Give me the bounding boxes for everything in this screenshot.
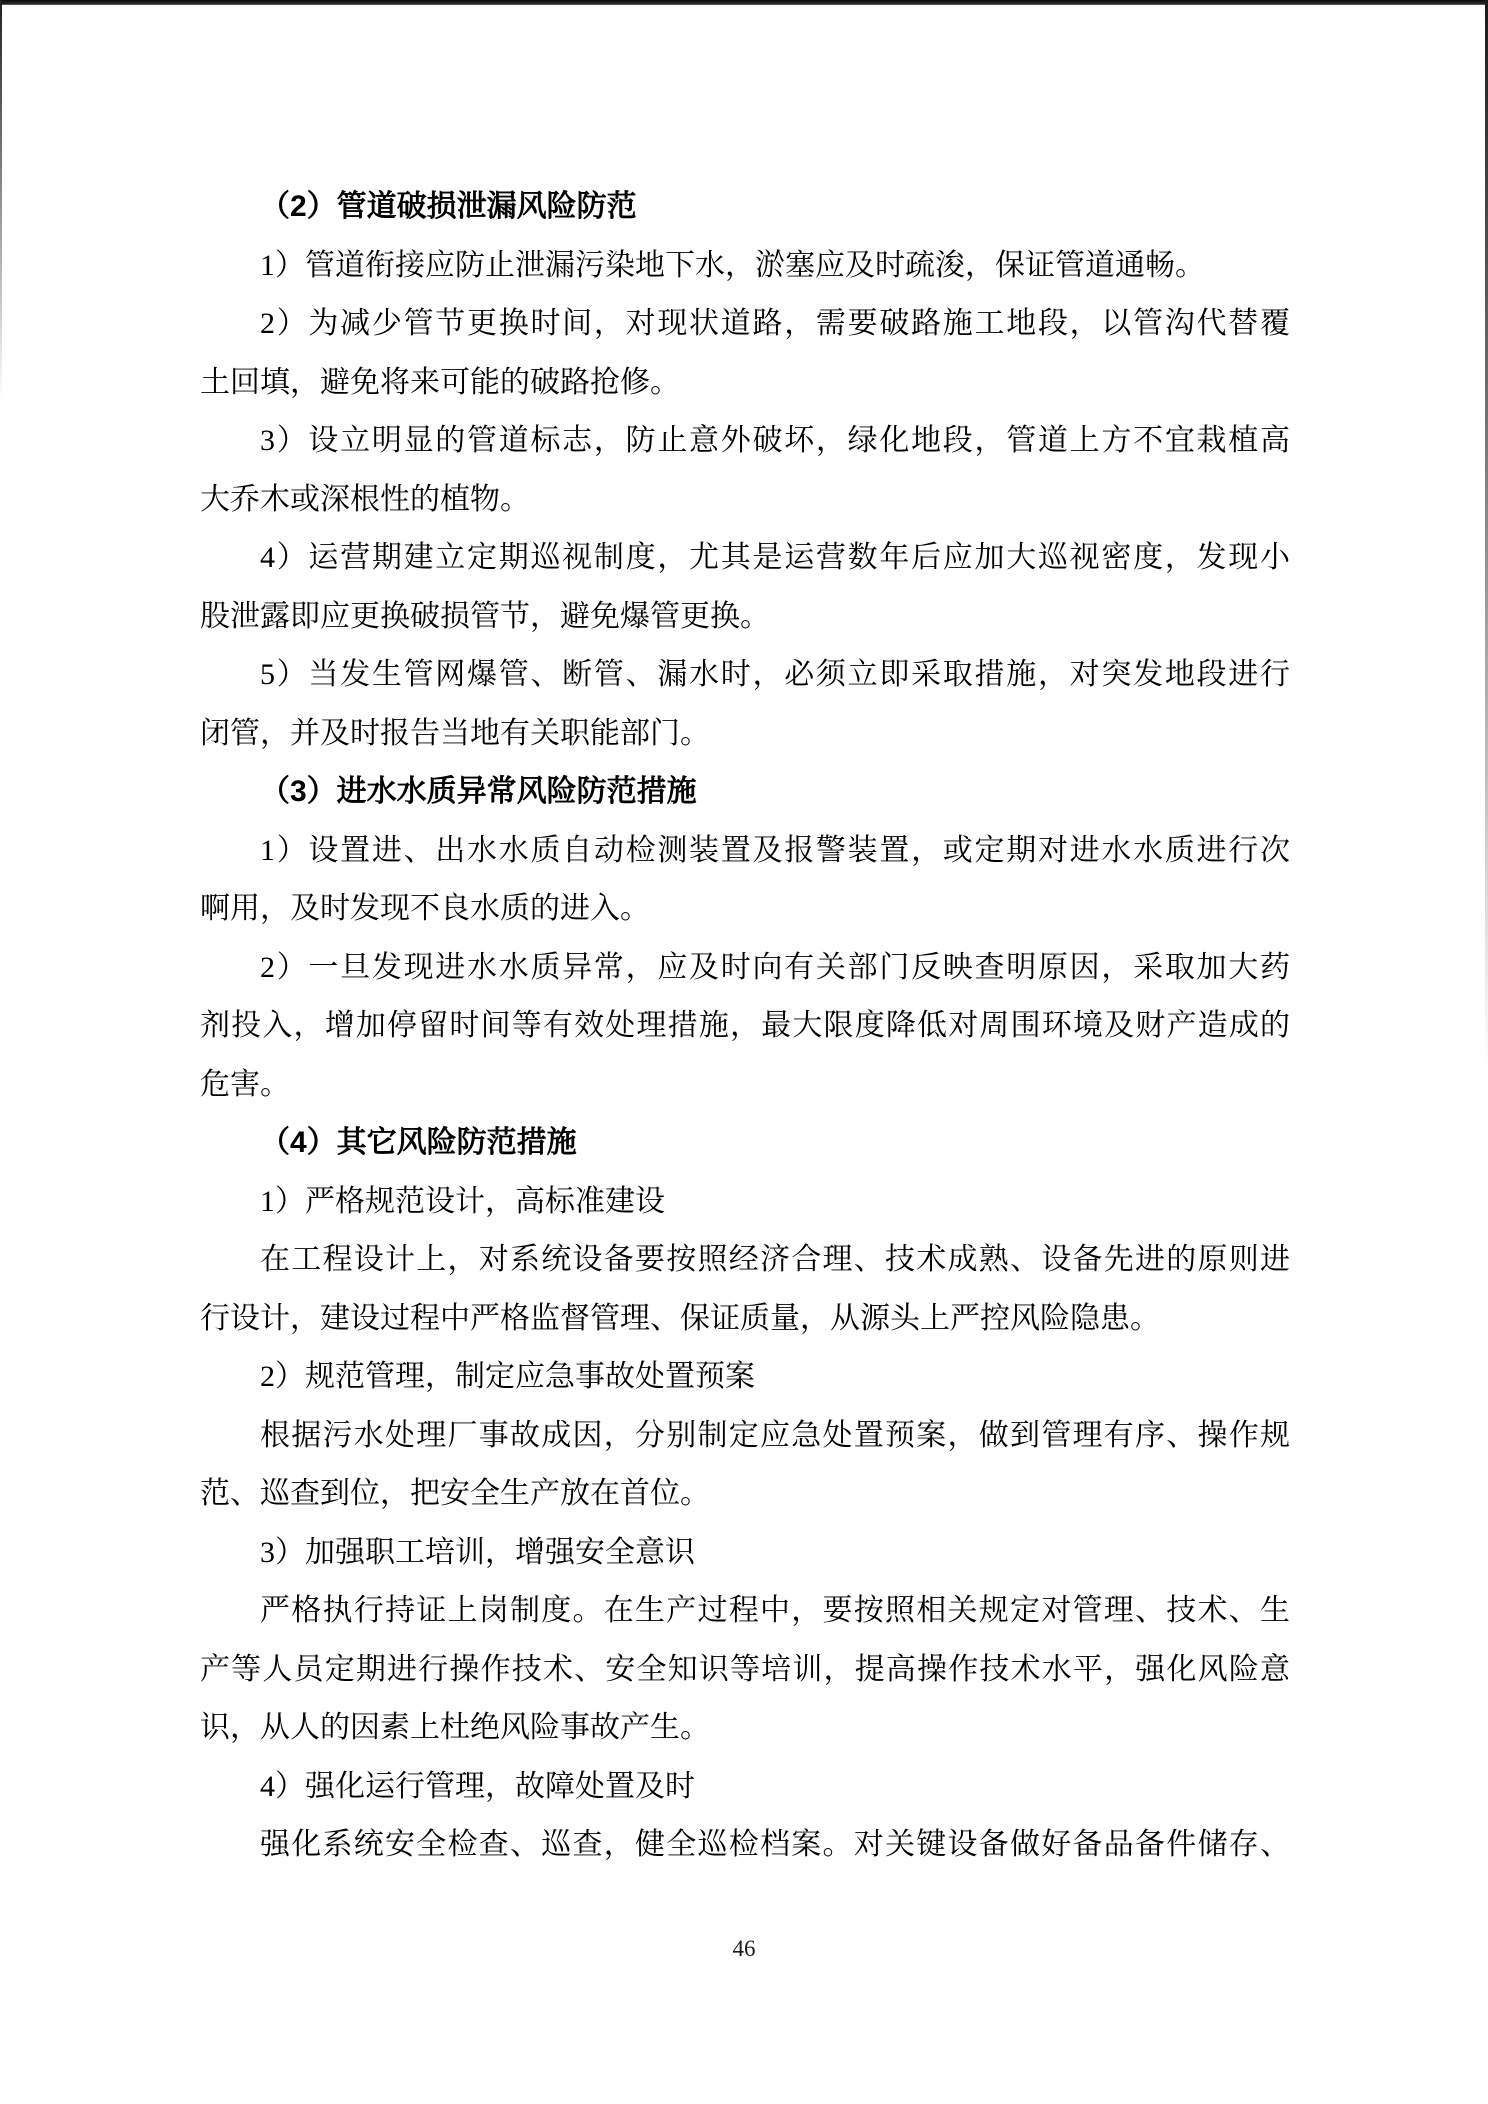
paragraph-line: 土回填，避免将来可能的破路抢修。 (200, 365, 680, 399)
paragraph-line: 范、巡查到位，把安全生产放在首位。 (200, 1477, 710, 1510)
paragraph-line: 1）严格规范设计，高标准建设 (260, 1184, 665, 1218)
paragraph-line: 2）为减少管节更换时间，对现状道路，需要破路施工地段，以管沟代替覆 (260, 307, 1290, 340)
paragraph-line: 强化系统安全检查、巡查，健全巡检档案。对关键设备做好备品备件储存、 (260, 1828, 1290, 1861)
paragraph-line: 3）加强职工培训，增强安全意识 (260, 1535, 695, 1569)
paragraph-line: 在工程设计上，对系统设备要按照经济合理、技术成熟、设备先进的原则进 (260, 1243, 1290, 1276)
document-body (200, 178, 1290, 1875)
paragraph-line: 大乔木或深根性的植物。 (200, 482, 530, 516)
scan-edge-top (0, 0, 1488, 5)
paragraph-line: 行设计，建设过程中严格监督管理、保证质量，从源头上严控风险隐患。 (200, 1301, 1160, 1335)
paragraph-line: 5）当发生管网爆管、断管、漏水时，必须立即采取措施，对突发地段进行 (260, 658, 1290, 691)
paragraph-line: 危害。 (200, 1067, 290, 1101)
paragraph-line: 闭管，并及时报告当地有关职能部门。 (200, 716, 710, 750)
paragraph-line: 产等人员定期进行操作技术、安全知识等培训，提高操作技术水平，强化风险意 (200, 1652, 1290, 1686)
paragraph-line: 1）管道衔接应防止泄漏污染地下水，淤塞应及时疏浚，保证管道通畅。 (260, 248, 1205, 282)
paragraph-line: 剂投入，增加停留时间等有效处理措施，最大限度降低对周围环境及财产造成的 (200, 1009, 1290, 1042)
paragraph-line: 2）一旦发现进水水质异常，应及时向有关部门反映查明原因，采取加大药 (260, 950, 1290, 984)
paragraph-line: 啊用，及时发现不良水质的进入。 (200, 892, 650, 925)
paragraph-line: 根据污水处理厂事故成因，分别制定应急处置预案，做到管理有序、操作规 (260, 1418, 1290, 1452)
section-heading: （4）其它风险防范措施 (260, 1126, 577, 1159)
section-heading: （2）管道破损泄漏风险防范 (260, 190, 637, 223)
paragraph-line: 股泄露即应更换破损管节，避免爆管更换。 (200, 599, 770, 633)
paragraph-line: 4）强化运行管理，故障处置及时 (260, 1769, 695, 1803)
paragraph-line: 1）设置进、出水水质自动检测装置及报警装置，或定期对进水水质进行次 (260, 833, 1290, 867)
paragraph-line: 2）规范管理，制定应急事故处置预案 (260, 1360, 755, 1393)
paragraph-line: 4）运营期建立定期巡视制度，尤其是运营数年后应加大巡视密度，发现小 (260, 541, 1290, 574)
section-heading: （3）进水水质异常风险防范措施 (260, 775, 697, 808)
scan-edge-left (0, 0, 2, 420)
page-number: 46 (732, 1936, 756, 1961)
paragraph-line: 3）设立明显的管道标志，防止意外破坏，绿化地段，管道上方不宜栽植高 (260, 424, 1290, 457)
paragraph-line: 严格执行持证上岗制度。在生产过程中，要按照相关规定对管理、技术、生 (260, 1594, 1290, 1627)
paragraph-line: 识，从人的因素上杜绝风险事故产生。 (200, 1711, 710, 1744)
